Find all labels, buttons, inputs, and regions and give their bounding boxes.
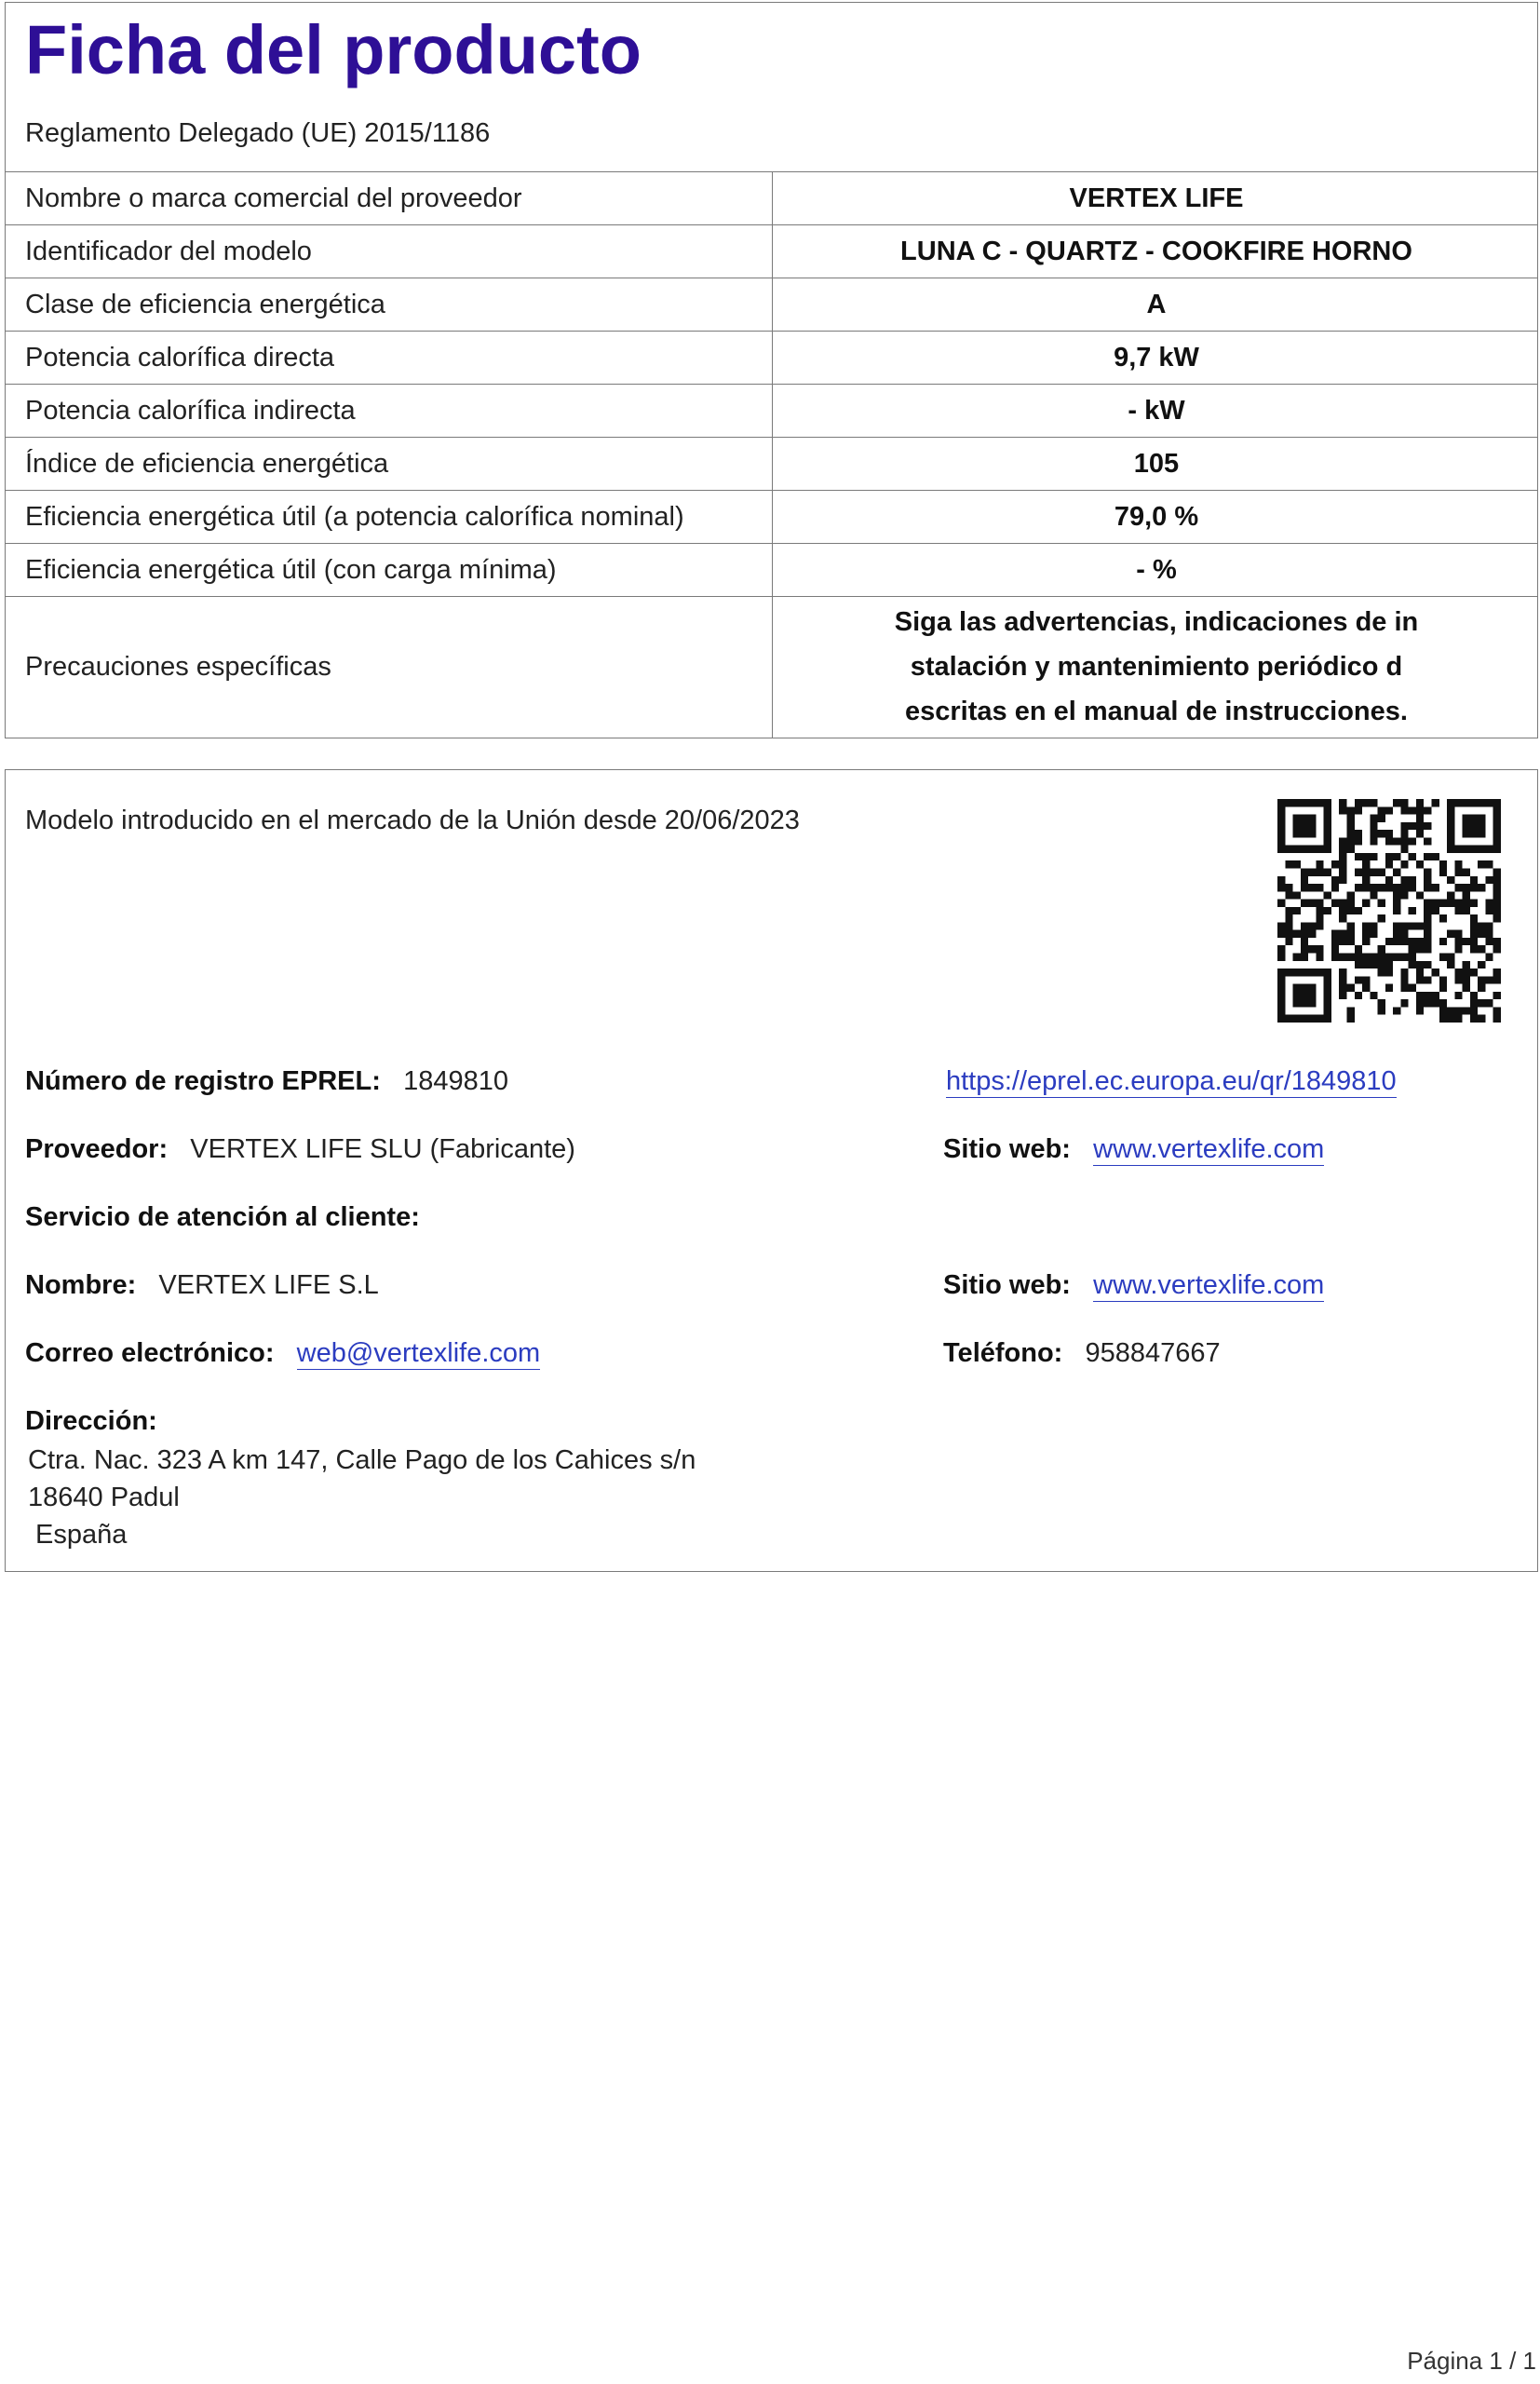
address-line: 18640 Padul [28,1483,180,1512]
service-web-label: Sitio web: [943,1270,1071,1300]
precautions-value [774,600,1539,734]
email-row [25,1334,540,1372]
table-row-value: - kW [1128,396,1185,426]
eprel-label: Número de registro EPREL: [25,1066,381,1096]
name-value: VERTEX LIFE S.L [158,1270,379,1300]
phone-label: Teléfono: [943,1338,1063,1368]
table-row-label: Identificador del modelo [25,237,312,266]
table-row-value: 79,0 % [1114,502,1199,532]
address-line: Ctra. Nac. 323 A km 147, Calle Pago de los Cahices s/n [28,1445,696,1475]
service-web-link[interactable]: www.vertexlife.com [1093,1270,1325,1300]
name-label: Nombre: [25,1270,137,1300]
precautions-line: stalación y mantenimiento periódico d [910,652,1403,682]
regulation-reference: Reglamento Delegado (UE) 2015/1186 [25,118,491,148]
table-row-label: Eficiencia energética útil (con carga mínima) [25,555,557,585]
eprel-url-row [946,1063,1397,1100]
phone-row [943,1334,1221,1372]
page-number: Página 1 / 1 [1407,2347,1536,2375]
page-title: Ficha del producto [25,11,642,88]
supplier-label: Proveedor: [25,1134,169,1164]
phone-value: 958847667 [1085,1338,1221,1368]
table-row-value: - % [1136,555,1177,585]
address-line: España [28,1520,128,1550]
table-row-label: Índice de eficiencia energética [25,449,389,479]
table-row-label: Nombre o marca comercial del proveedor [25,183,522,213]
email-link[interactable]: web@vertexlife.com [296,1338,541,1368]
table-row-value: A [1146,290,1167,319]
table-row-label: Potencia calorífica directa [25,343,335,372]
supplier-web-link[interactable]: www.vertexlife.com [1093,1134,1325,1164]
table-row-label: Potencia calorífica indirecta [25,396,356,426]
service-heading: Servicio de atención al cliente: [25,1202,420,1232]
table-row-label: Eficiencia energética útil (a potencia calorífica nominal) [25,502,684,532]
eprel-row [25,1063,508,1100]
supplier-row [25,1131,575,1168]
eprel-value: 1849810 [403,1066,508,1096]
table-row-label: Clase de eficiencia energética [25,290,385,319]
column-divider [772,171,773,738]
product-sheet-table [5,2,1538,738]
precautions-label: Precauciones específicas [25,652,331,682]
table-row-value: 9,7 kW [1114,343,1199,372]
email-label: Correo electrónico: [25,1338,275,1368]
market-intro-text: Modelo introducido en el mercado de la Unión desde 20/06/2023 [25,806,800,835]
qr-code-icon[interactable] [1277,799,1501,1023]
eprel-url-link[interactable]: https://eprel.ec.europa.eu/qr/1849810 [946,1066,1397,1096]
precautions-line: Siga las advertencias, indicaciones de in [894,607,1419,637]
table-row-value: LUNA C - QUARTZ - COOKFIRE HORNO [900,237,1412,266]
service-name-row [25,1266,379,1304]
address-label: Dirección: [25,1406,157,1436]
supplier-web-label: Sitio web: [943,1134,1071,1164]
supplier-value: VERTEX LIFE SLU (Fabricante) [190,1134,575,1164]
service-web-row [943,1266,1324,1304]
table-row-value: VERTEX LIFE [1069,183,1244,213]
table-row-value: 105 [1133,449,1180,479]
precautions-line: escritas en el manual de instrucciones. [905,697,1408,726]
supplier-web-row [943,1131,1324,1168]
